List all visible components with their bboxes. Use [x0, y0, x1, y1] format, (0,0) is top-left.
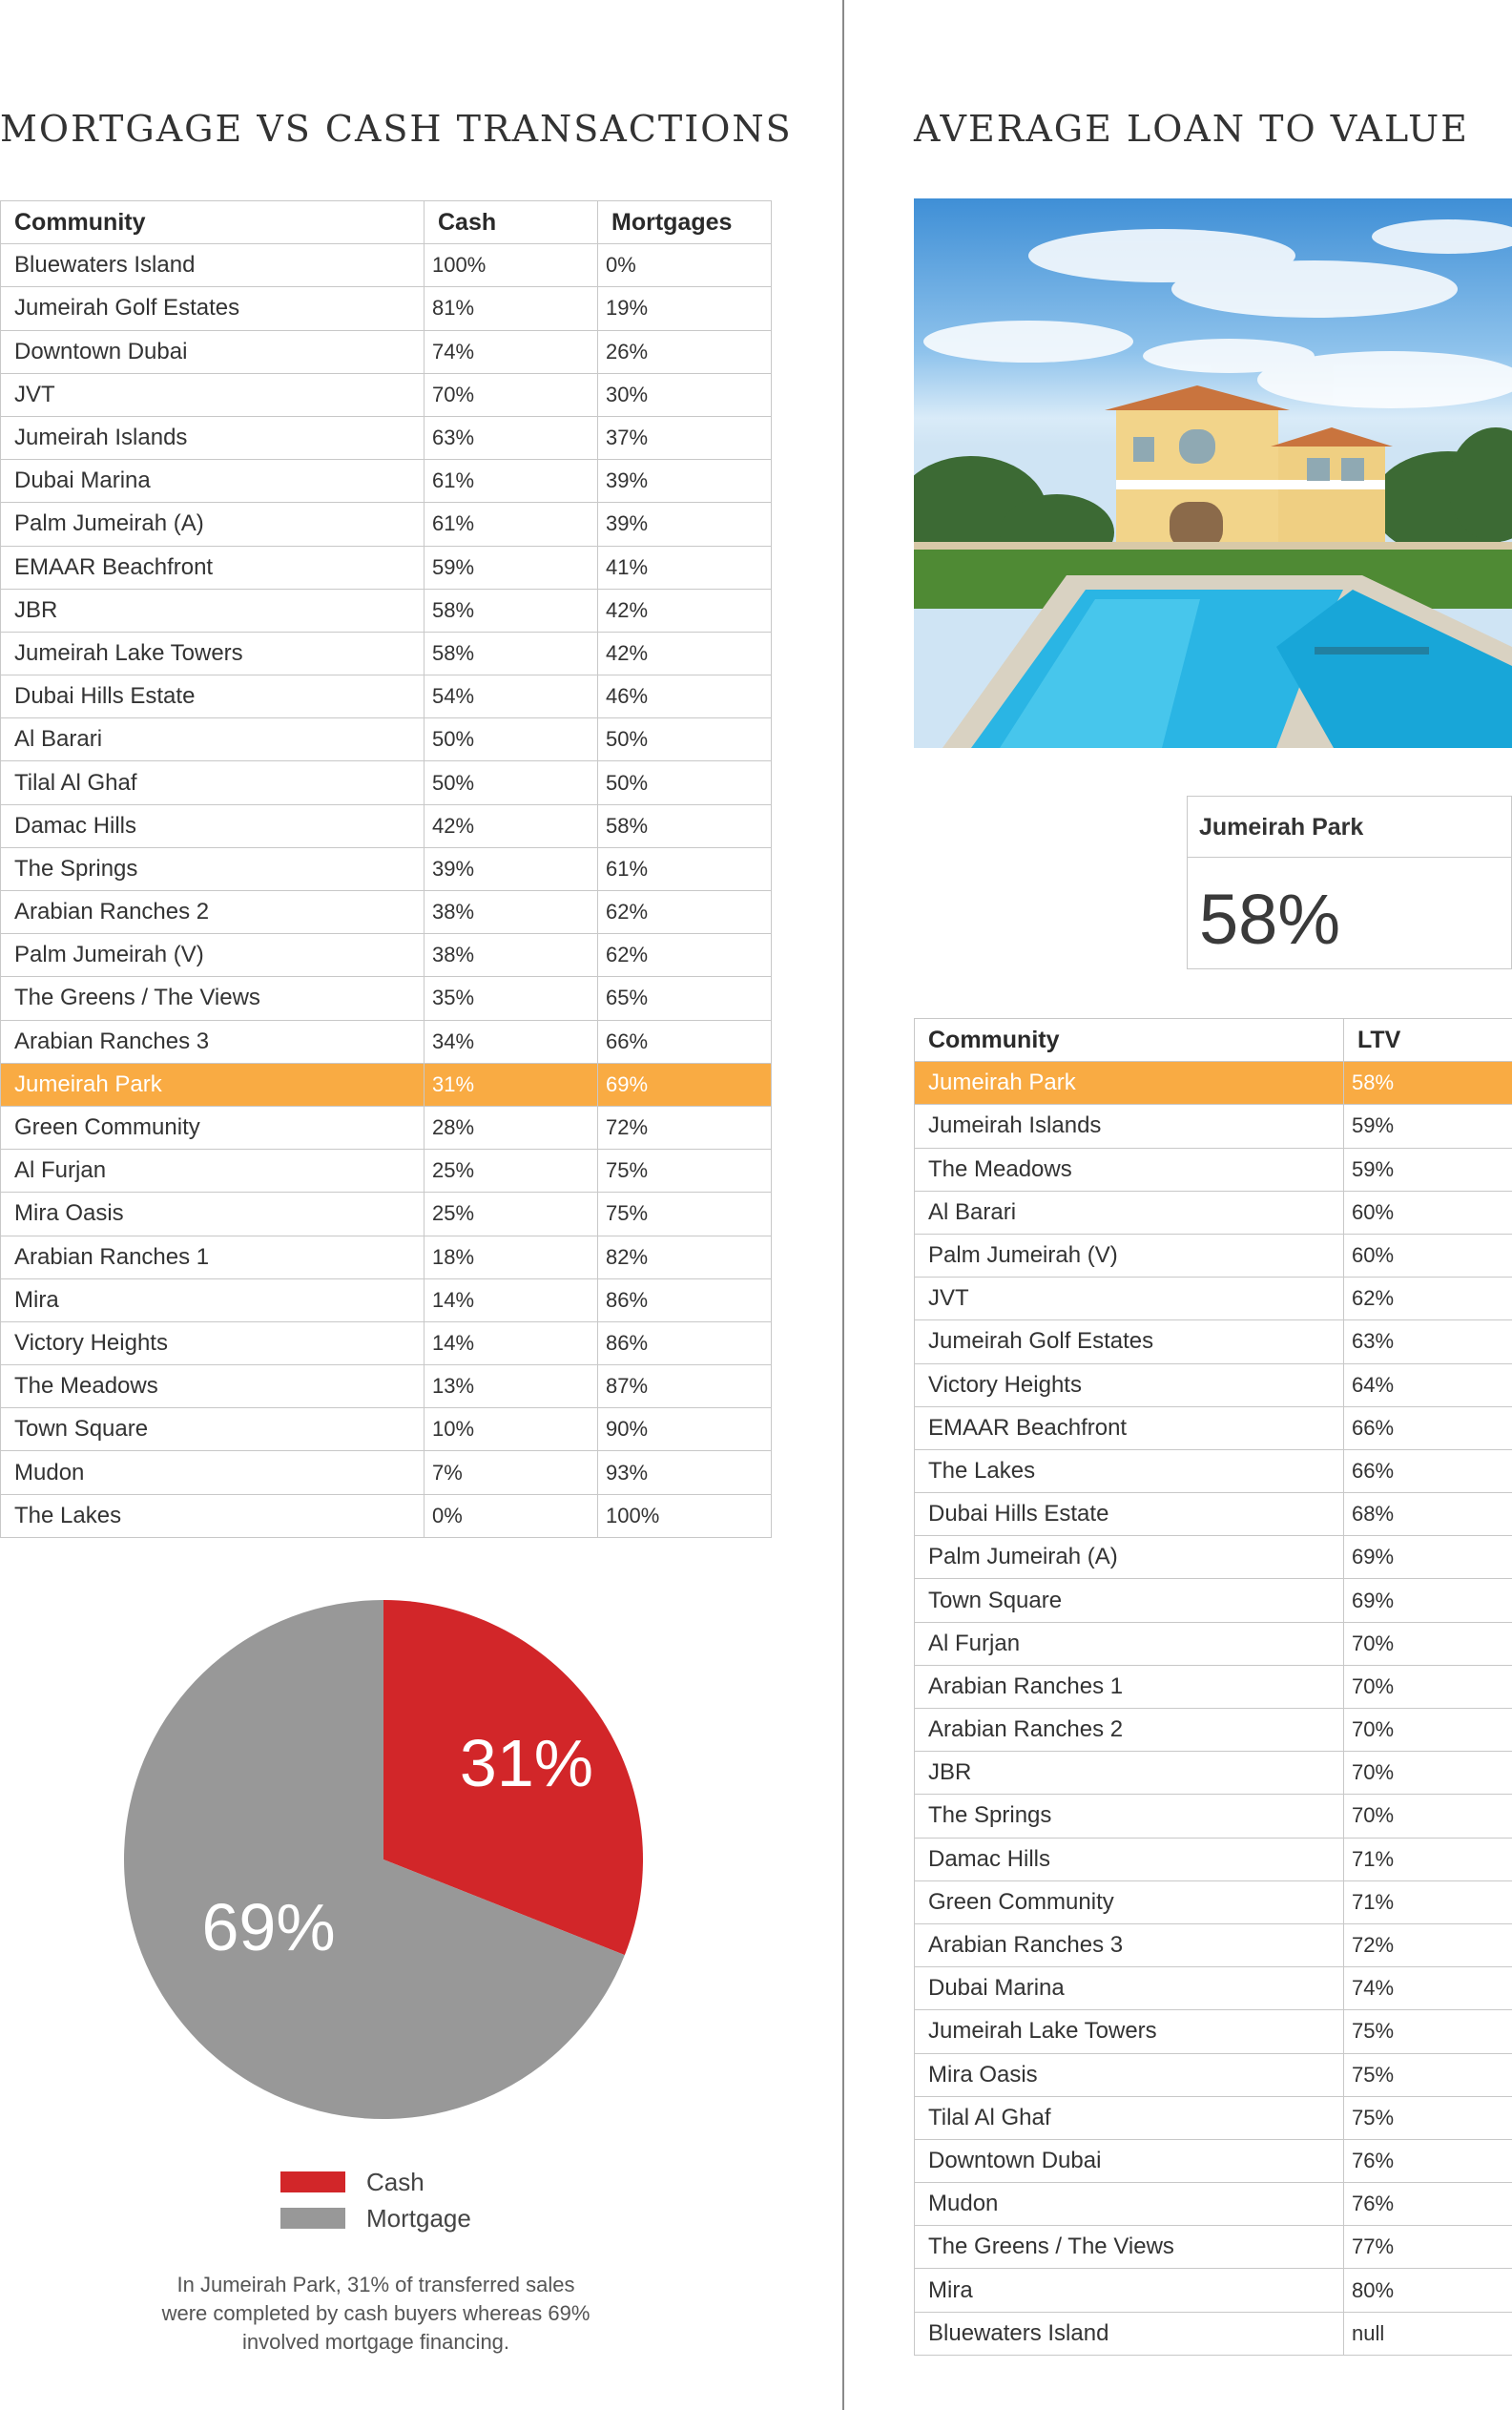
value-cell: 63%: [1344, 1320, 1512, 1363]
table-row: [1, 934, 772, 977]
value-cell: 19%: [598, 287, 772, 330]
value-cell: 28%: [425, 1106, 598, 1149]
table-row: [1, 1106, 772, 1149]
value-cell: 61%: [598, 847, 772, 890]
community-cell: Dubai Hills Estate: [1, 675, 425, 718]
value-cell: 75%: [1344, 2010, 1512, 2053]
table-row: [1, 632, 772, 675]
table-row: [915, 2010, 1512, 2053]
value-cell: 70%: [1344, 1622, 1512, 1665]
community-cell: Jumeirah Islands: [915, 1105, 1344, 1148]
table-row: [915, 1278, 1512, 1320]
community-cell: Downtown Dubai: [1, 330, 425, 373]
table-row: [915, 1062, 1512, 1105]
value-cell: 59%: [1344, 1148, 1512, 1191]
value-cell: 59%: [425, 546, 598, 589]
community-cell: Jumeirah Lake Towers: [915, 2010, 1344, 2053]
value-cell: 26%: [598, 330, 772, 373]
value-cell: 58%: [425, 589, 598, 632]
average-ltv-title: AVERAGE LOAN TO VALUE: [914, 108, 1469, 150]
pie-chart-svg: [122, 1598, 645, 2121]
value-cell: 76%: [1344, 2139, 1512, 2182]
table-row: [1, 1236, 772, 1278]
value-cell: 59%: [1344, 1105, 1512, 1148]
value-cell: 39%: [598, 503, 772, 546]
table-row: [1, 977, 772, 1020]
value-cell: 64%: [1344, 1363, 1512, 1406]
value-cell: 14%: [425, 1321, 598, 1364]
value-cell: 65%: [598, 977, 772, 1020]
value-cell: 61%: [425, 460, 598, 503]
value-cell: 30%: [598, 373, 772, 416]
value-cell: 69%: [598, 1063, 772, 1106]
community-cell: Tilal Al Ghaf: [1, 761, 425, 804]
community-cell: Dubai Hills Estate: [915, 1493, 1344, 1536]
value-cell: 72%: [598, 1106, 772, 1149]
value-cell: 50%: [425, 718, 598, 761]
table-row: [915, 1838, 1512, 1880]
community-cell: The Greens / The Views: [915, 2226, 1344, 2269]
table-row: [1, 891, 772, 934]
community-cell: Mudon: [1, 1451, 425, 1494]
mortgage-vs-cash-table: [0, 200, 772, 1538]
value-cell: 66%: [1344, 1406, 1512, 1449]
table-row: [1, 330, 772, 373]
value-cell: 82%: [598, 1236, 772, 1278]
community-cell: Al Barari: [915, 1191, 1344, 1234]
community-cell: JBR: [1, 589, 425, 632]
table-row: [915, 1665, 1512, 1708]
table-row: [915, 1105, 1512, 1148]
value-cell: 42%: [425, 804, 598, 847]
value-cell: 42%: [598, 632, 772, 675]
value-cell: 100%: [598, 1494, 772, 1537]
value-cell: 7%: [425, 1451, 598, 1494]
value-cell: 62%: [1344, 1278, 1512, 1320]
table-row: [1, 373, 772, 416]
community-cell: Arabian Ranches 2: [1, 891, 425, 934]
community-cell: Jumeirah Islands: [1, 416, 425, 459]
value-cell: 75%: [1344, 2053, 1512, 2096]
community-cell: The Lakes: [915, 1449, 1344, 1492]
community-cell: Mudon: [915, 2183, 1344, 2226]
value-cell: 42%: [598, 589, 772, 632]
value-cell: 61%: [425, 503, 598, 546]
community-cell: Jumeirah Park: [1, 1063, 425, 1106]
community-cell: Jumeirah Golf Estates: [915, 1320, 1344, 1363]
value-cell: 70%: [1344, 1665, 1512, 1708]
average-ltv-rows: [915, 1062, 1512, 2356]
table-row: [915, 1752, 1512, 1795]
table-row: [915, 2183, 1512, 2226]
value-cell: 69%: [1344, 1579, 1512, 1622]
table-row: [1, 847, 772, 890]
community-cell: Arabian Ranches 2: [915, 1709, 1344, 1752]
value-cell: 0%: [425, 1494, 598, 1537]
value-cell: 62%: [598, 891, 772, 934]
table-row: [1, 416, 772, 459]
table-row: [1, 675, 772, 718]
table-row: [1, 1063, 772, 1106]
table-row: [915, 1234, 1512, 1277]
table-row: [1, 244, 772, 287]
value-cell: 63%: [425, 416, 598, 459]
community-cell: Palm Jumeirah (V): [1, 934, 425, 977]
value-cell: 41%: [598, 546, 772, 589]
value-cell: 58%: [1344, 1062, 1512, 1105]
value-cell: 87%: [598, 1365, 772, 1408]
community-cell: EMAAR Beachfront: [915, 1406, 1344, 1449]
value-cell: 86%: [598, 1278, 772, 1321]
table-row: [915, 1449, 1512, 1492]
mortgage-vs-cash-title: MORTGAGE VS CASH TRANSACTIONS: [0, 108, 793, 150]
value-cell: 75%: [1344, 2096, 1512, 2139]
community-cell: Al Barari: [1, 718, 425, 761]
table-row: [1, 1494, 772, 1537]
legend-swatch-mortgage: [280, 2208, 345, 2229]
community-cell: The Lakes: [1, 1494, 425, 1537]
table-row: [1, 1020, 772, 1063]
value-cell: 50%: [598, 718, 772, 761]
column-header-community: Community: [1, 201, 425, 244]
value-cell: 39%: [425, 847, 598, 890]
value-cell: 37%: [598, 416, 772, 459]
community-cell: Jumeirah Park: [915, 1062, 1344, 1105]
value-cell: 100%: [425, 244, 598, 287]
table-row: [1, 804, 772, 847]
pie-legend: [280, 2164, 471, 2236]
legend-item-cash: [280, 2164, 471, 2200]
value-cell: 71%: [1344, 1880, 1512, 1923]
value-cell: 66%: [598, 1020, 772, 1063]
community-cell: Victory Heights: [915, 1363, 1344, 1406]
community-cell: Dubai Marina: [1, 460, 425, 503]
community-cell: Bluewaters Island: [915, 2312, 1344, 2355]
table-row: [915, 1967, 1512, 2010]
column-header-ltv: LTV: [1344, 1019, 1512, 1062]
community-cell: EMAAR Beachfront: [1, 546, 425, 589]
value-cell: null: [1344, 2312, 1512, 2355]
table-row: [1, 589, 772, 632]
community-cell: Tilal Al Ghaf: [915, 2096, 1344, 2139]
value-cell: 70%: [1344, 1752, 1512, 1795]
table-row: [1, 1278, 772, 1321]
table-row: [1, 761, 772, 804]
community-cell: Arabian Ranches 3: [915, 1923, 1344, 1966]
table-row: [915, 1320, 1512, 1363]
table-row: [915, 1923, 1512, 1966]
community-cell: Town Square: [1, 1408, 425, 1451]
community-cell: Downtown Dubai: [915, 2139, 1344, 2182]
value-cell: 75%: [598, 1150, 772, 1193]
community-cell: Arabian Ranches 1: [1, 1236, 425, 1278]
table-row: [915, 2139, 1512, 2182]
community-cell: Victory Heights: [1, 1321, 425, 1364]
value-cell: 14%: [425, 1278, 598, 1321]
value-cell: 68%: [1344, 1493, 1512, 1536]
community-cell: The Meadows: [915, 1148, 1344, 1191]
table-row: [1, 546, 772, 589]
value-cell: 38%: [425, 891, 598, 934]
table-row: [1, 1193, 772, 1236]
value-cell: 54%: [425, 675, 598, 718]
column-header-community: Community: [915, 1019, 1344, 1062]
value-cell: 58%: [598, 804, 772, 847]
community-cell: The Meadows: [1, 1365, 425, 1408]
community-cell: Bluewaters Island: [1, 244, 425, 287]
value-cell: 0%: [598, 244, 772, 287]
value-cell: 25%: [425, 1193, 598, 1236]
community-cell: Green Community: [915, 1880, 1344, 1923]
table-row: [915, 1709, 1512, 1752]
community-cell: Green Community: [1, 1106, 425, 1149]
table-row: [915, 2096, 1512, 2139]
value-cell: 13%: [425, 1365, 598, 1408]
value-cell: 80%: [1344, 2269, 1512, 2312]
value-cell: 70%: [1344, 1795, 1512, 1838]
column-divider: [842, 0, 844, 2410]
value-cell: 50%: [598, 761, 772, 804]
community-cell: Damac Hills: [1, 804, 425, 847]
community-cell: Mira Oasis: [1, 1193, 425, 1236]
community-cell: The Greens / The Views: [1, 977, 425, 1020]
value-cell: 70%: [1344, 1709, 1512, 1752]
community-cell: Palm Jumeirah (A): [915, 1536, 1344, 1579]
value-cell: 93%: [598, 1451, 772, 1494]
community-cell: Palm Jumeirah (A): [1, 503, 425, 546]
value-cell: 60%: [1344, 1191, 1512, 1234]
column-header-cash: Cash: [425, 201, 598, 244]
table-row: [1, 1365, 772, 1408]
table-row: [915, 1406, 1512, 1449]
value-cell: 35%: [425, 977, 598, 1020]
legend-item-mortgage: [280, 2200, 471, 2236]
caption-line: involved mortgage financing.: [241, 2330, 510, 2354]
table-row: [915, 1622, 1512, 1665]
community-cell: Mira Oasis: [915, 2053, 1344, 2096]
value-cell: 62%: [598, 934, 772, 977]
community-cell: Mira: [915, 2269, 1344, 2312]
value-cell: 66%: [1344, 1449, 1512, 1492]
villa-pool-illustration: [914, 198, 1512, 748]
table-row: [915, 1579, 1512, 1622]
community-cell: Town Square: [915, 1579, 1344, 1622]
value-cell: 70%: [425, 373, 598, 416]
community-cell: JVT: [915, 1278, 1344, 1320]
caption-line: In Jumeirah Park, 31% of transferred sales: [176, 2273, 575, 2296]
value-cell: 71%: [1344, 1838, 1512, 1880]
value-cell: 74%: [425, 330, 598, 373]
value-cell: 10%: [425, 1408, 598, 1451]
table-header-row: [915, 1019, 1512, 1062]
table-row: [915, 1536, 1512, 1579]
table-row: [915, 1795, 1512, 1838]
value-cell: 90%: [598, 1408, 772, 1451]
value-cell: 46%: [598, 675, 772, 718]
table-row: [915, 2269, 1512, 2312]
table-row: [1, 1321, 772, 1364]
value-cell: 34%: [425, 1020, 598, 1063]
value-cell: 18%: [425, 1236, 598, 1278]
value-cell: 86%: [598, 1321, 772, 1364]
community-cell: Mira: [1, 1278, 425, 1321]
table-row: [1, 460, 772, 503]
table-row: [1, 718, 772, 761]
legend-label-cash: Cash: [366, 2167, 425, 2196]
legend-swatch-cash: [280, 2171, 345, 2192]
community-cell: Damac Hills: [915, 1838, 1344, 1880]
table-row: [1, 503, 772, 546]
value-cell: 77%: [1344, 2226, 1512, 2269]
value-cell: 60%: [1344, 1234, 1512, 1277]
community-cell: JBR: [915, 1752, 1344, 1795]
table-header-row: [1, 201, 772, 244]
pie-label-mortgage: 69%: [201, 1889, 336, 1964]
community-cell: The Springs: [1, 847, 425, 890]
table-row: [1, 1408, 772, 1451]
average-ltv-table: [914, 1018, 1512, 2356]
table-row: [915, 1493, 1512, 1536]
villa-pool-photo: [914, 198, 1512, 748]
community-cell: JVT: [1, 373, 425, 416]
community-cell: The Springs: [915, 1795, 1344, 1838]
ltv-highlight-community: Jumeirah Park: [1188, 797, 1511, 858]
caption-line: were completed by cash buyers whereas 69%: [161, 2301, 590, 2325]
value-cell: 39%: [598, 460, 772, 503]
value-cell: 58%: [425, 632, 598, 675]
value-cell: 75%: [598, 1193, 772, 1236]
table-row: [915, 2053, 1512, 2096]
ltv-highlight-value: 58%: [1199, 880, 1341, 959]
value-cell: 50%: [425, 761, 598, 804]
pie-label-cash: 31%: [459, 1725, 594, 1800]
community-cell: Jumeirah Lake Towers: [1, 632, 425, 675]
table-row: [915, 1363, 1512, 1406]
table-row: [1, 1451, 772, 1494]
value-cell: 72%: [1344, 1923, 1512, 1966]
community-cell: Al Furjan: [915, 1622, 1344, 1665]
community-cell: Arabian Ranches 1: [915, 1665, 1344, 1708]
table-row: [1, 287, 772, 330]
value-cell: 81%: [425, 287, 598, 330]
value-cell: 76%: [1344, 2183, 1512, 2226]
mortgage-vs-cash-rows: [1, 244, 772, 1538]
value-cell: 69%: [1344, 1536, 1512, 1579]
value-cell: 38%: [425, 934, 598, 977]
table-row: [915, 2312, 1512, 2355]
column-header-mortgages: Mortgages: [598, 201, 772, 244]
value-cell: 74%: [1344, 1967, 1512, 2010]
pie-caption: [76, 2271, 675, 2357]
community-cell: Palm Jumeirah (V): [915, 1234, 1344, 1277]
community-cell: Arabian Ranches 3: [1, 1020, 425, 1063]
table-row: [915, 1191, 1512, 1234]
community-cell: Al Furjan: [1, 1150, 425, 1193]
cash-vs-mortgage-pie-chart: [122, 1598, 645, 2121]
community-cell: Jumeirah Golf Estates: [1, 287, 425, 330]
community-cell: Dubai Marina: [915, 1967, 1344, 2010]
value-cell: 25%: [425, 1150, 598, 1193]
legend-label-mortgage: Mortgage: [366, 2203, 471, 2233]
table-row: [915, 2226, 1512, 2269]
table-row: [915, 1880, 1512, 1923]
value-cell: 31%: [425, 1063, 598, 1106]
table-row: [915, 1148, 1512, 1191]
ltv-highlight-box: [1187, 796, 1512, 969]
table-row: [1, 1150, 772, 1193]
